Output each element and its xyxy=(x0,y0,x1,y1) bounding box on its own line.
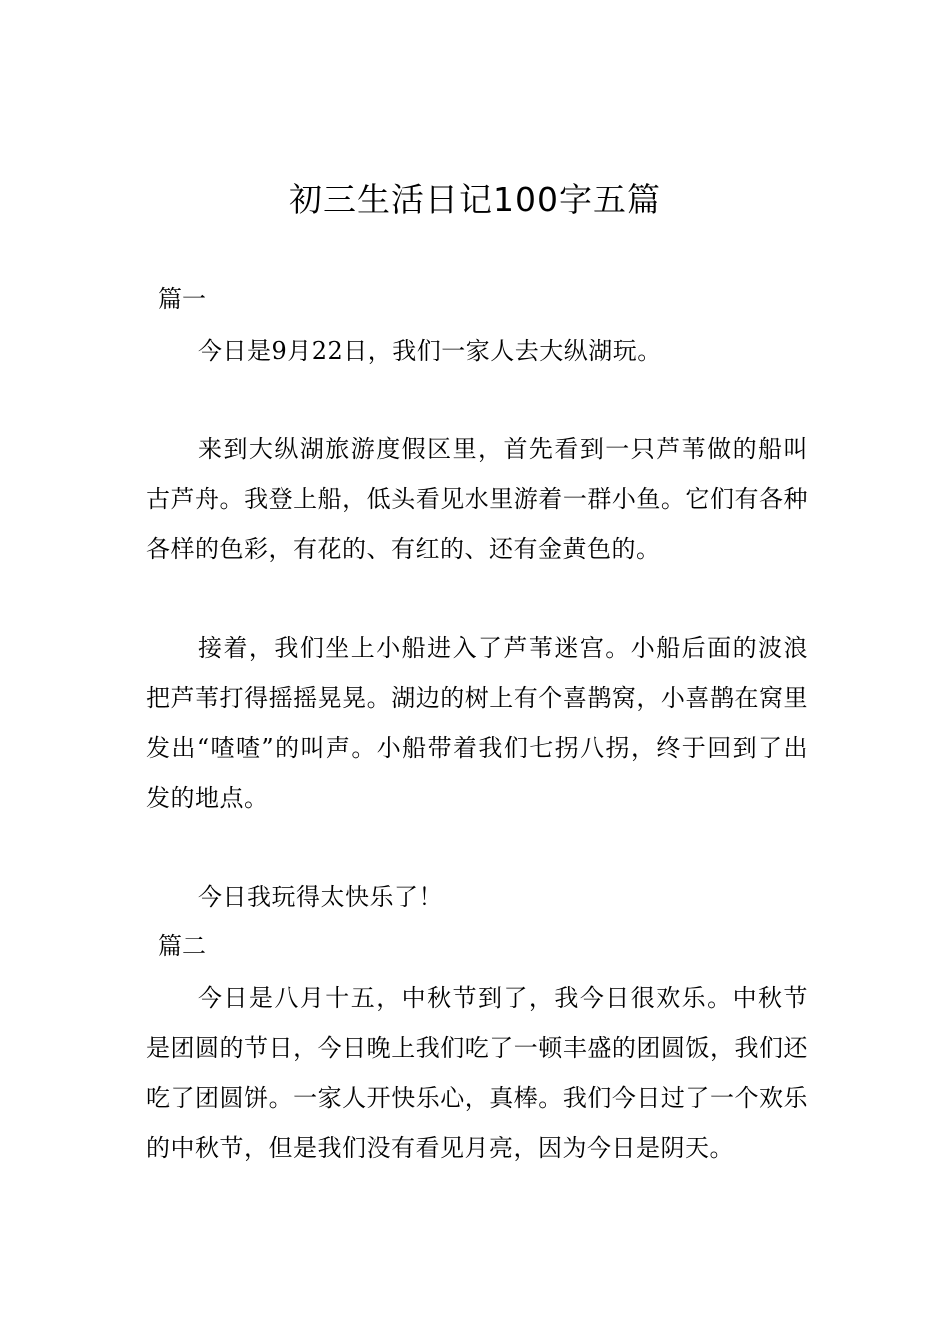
paragraph-1-1: 今日是9月22日，我们一家人去大纵湖玩。 xyxy=(198,337,662,365)
section-heading-2: 篇二 xyxy=(158,932,206,960)
paragraph-2-1: 今日是八月十五，中秋节到了，我今日很欢乐。中秋节是团圆的节日，今日晚上我们吃了一顿丰盛的团圆饭，我们还吃了团圆饼。一家人开快乐心，真棒。我们今日过了一个欢乐的中秋节，但是我们没有看见月亮，因为今日是阴天。 xyxy=(146,984,808,1162)
paragraph-1-2: 来到大纵湖旅游度假区里，首先看到一只芦苇做的船叫古芦舟。我登上船，低头看见水里游着一群小鱼。它们有各种各样的色彩，有花的、有红的、还有金黄色的。 xyxy=(146,435,808,563)
paragraph-1-3: 接着，我们坐上小船进入了芦苇迷宫。小船后面的波浪把芦苇打得摇摇晃晃。湖边的树上有个喜鹊窝，小喜鹊在窝里发出“喳喳”的叫声。小船带着我们七拐八拐，终于回到了出发的地点。 xyxy=(146,634,808,812)
section-heading-1: 篇一 xyxy=(158,285,206,313)
paragraph-1-4: 今日我玩得太快乐了！ xyxy=(198,883,443,911)
document-title: 初三生活日记100字五篇 xyxy=(289,180,661,219)
